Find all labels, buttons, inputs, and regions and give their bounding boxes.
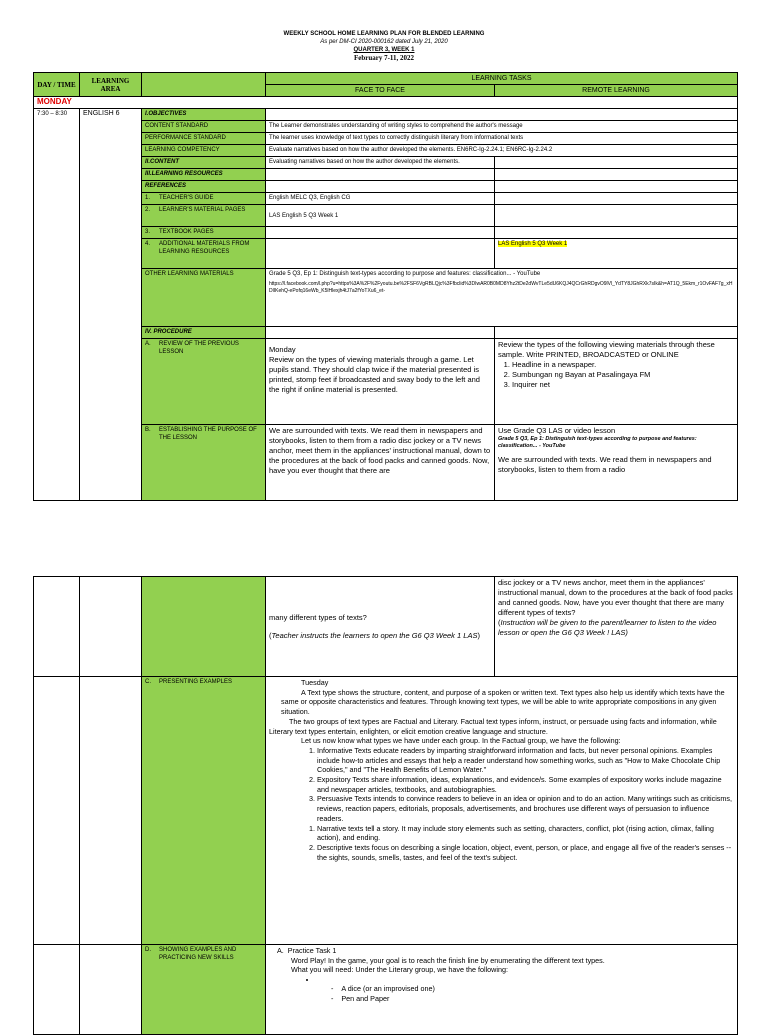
purpose-f2f: We are surrounded with texts. We read them in newspapers and storybooks, listen to them from a radio disc jockey or a TV news anchor, meet them in the appliances' instructional manual, down to the procedures at the back of food packs and canned goods. Now, have you ever thought that there are — [266, 425, 495, 501]
subject-cell — [80, 109, 142, 501]
content-remote — [495, 157, 738, 169]
video-title: Grade 5 Q3, Ep 1: Distinguish text-types according to purpose and features: classification... - YouTube — [269, 271, 541, 277]
day-time-header: DAY / TIME — [34, 73, 80, 97]
ref-2-num: 2. — [145, 207, 151, 213]
ref-2-label: LEARNER'S MATERIAL PAGES — [159, 207, 246, 213]
references-label: REFERENCES — [142, 181, 266, 193]
plan-table-page1 — [33, 72, 738, 501]
showing-num: D. — [145, 947, 151, 953]
showing-label-cell — [142, 945, 266, 1035]
performance-standard-label: PERFORMANCE STANDARD — [142, 133, 266, 145]
teacher-note-cell: (Teacher instructs the learners to open the G6 Q3 Week 1 LAS) — [269, 630, 480, 640]
quarter-week: QUARTER 3, WEEK 1 — [353, 47, 415, 53]
task-p1: Word Play! In the game, your goal is to reach the finish line by enumerating the different text types. — [291, 955, 605, 965]
task-p2: What you will need: Under the Literary group, we have the following: — [291, 965, 508, 974]
factual-item: 3. Persuasive Texts intends to convince readers to believe in an idea or opinion and to do an action. Many writings such as criticisms, reviews, reaction papers, editorials, proposals, advertisements, and brochures use different ways of persuasion to influence readers. — [317, 794, 734, 823]
remote-learning-header: REMOTE LEARNING — [495, 85, 738, 97]
remote-note: Instruction will be given to the parent/learner to listen to the video lesson or open the G6 Q3 Week ! LAS) — [498, 618, 717, 637]
review-remote-list — [498, 360, 734, 390]
showing-content — [266, 945, 738, 1035]
need-1-cell: - A dice (or an improvised one) — [331, 984, 435, 993]
time-cont-2 — [34, 677, 80, 945]
factual-list — [269, 746, 734, 824]
references-remote — [495, 181, 738, 193]
review-remote-text: Review the types of the following viewing materials through these sample. Write PRINTED, BROADCASTED or ONLINE — [498, 340, 715, 359]
need-2-cell: - Pen and Paper — [331, 993, 390, 1003]
review-f2f-text: Review on the types of viewing materials through a game. Let pupils stand. They should clap twice if the material presented is printed, stomp feet if broadcasted and sway body to the left and the right if online material is presented. — [269, 355, 480, 394]
subject-cont — [80, 577, 142, 677]
presenting-num: C. — [145, 679, 151, 685]
presenting-day: Tuesday — [301, 678, 329, 687]
purpose-label: ESTABLISHING THE PURPOSE OF THE LESSON — [159, 427, 257, 441]
procedure-remote — [495, 327, 738, 339]
ref-2-label-cell — [142, 205, 266, 227]
content-value: Evaluating narratives based on how the author developed the elements. — [266, 157, 495, 169]
ref-4-value — [266, 239, 495, 269]
factual-item: 1. Informative Texts educate readers by imparting straightforward information and facts, but never personal opinions. Examples include how-to articles and essays that help a reader understand how something works, such as "How to Make Chocolate Chip Cookies," and "The Health Benefits of Lemon Water." — [317, 746, 734, 775]
resources-f2f — [266, 169, 495, 181]
showing-label: SHOWING EXAMPLES AND PRACTICING NEW SKILLS — [159, 947, 237, 961]
review-remote — [495, 339, 738, 425]
learning-competency-value: Evaluate narratives based on how the author developed the elements. EN6RC-Ig-2.24.1; EN6RC-Ig-2.24.2 — [266, 145, 738, 157]
plan-title: WEEKLY SCHOOL HOME LEARNING PLAN FOR BLENDED LEARNING — [283, 31, 485, 37]
purpose-remote-cont-text: disc jockey or a TV news anchor, meet them in the appliances' instructional manual, down to the procedures at the back of food packs and canned goods. Now, have you ever thought that there are many different types of texts? — [498, 578, 733, 617]
objectives-label: I.OBJECTIVES — [142, 109, 266, 121]
presenting-p2: The two groups of text types are Factual and Literary. Factual text types inform, instruct, or persuade using facts and information, while Literary text types entertain, enlighten, or elicit emotion creative language and structure. — [269, 716, 717, 736]
need-1: A dice (or an improvised one) — [341, 984, 435, 993]
need-2: Pen and Paper — [341, 993, 390, 1003]
presenting-label-cell — [142, 677, 266, 945]
day-label: MONDAY — [34, 97, 738, 109]
content-standard-label: CONTENT STANDARD — [142, 121, 266, 133]
remote-note-cell: (Instruction will be given to the parent/learner to listen to the video lesson or open the G6 Q3 Week ! LAS) — [498, 618, 717, 637]
learning-area-header: LEARNING AREA — [80, 73, 142, 97]
purpose-f2f-cont — [266, 577, 495, 677]
ref-1-value: English MELC Q3, English CG — [266, 193, 495, 205]
purpose-remote-cont — [495, 577, 738, 677]
performance-standard-value: The learner uses knowledge of text types to correctly distinguish literary from informational texts — [266, 133, 738, 145]
learning-competency-label: LEARNING COMPETENCY — [142, 145, 266, 157]
purpose-num: B. — [145, 427, 151, 433]
ref-4-label-cell — [142, 239, 266, 269]
review-remote-item: 1. Headline in a newspaper. — [512, 360, 734, 370]
other-materials-value — [266, 269, 738, 327]
plan-header — [0, 30, 768, 62]
ref-4-num: 4. — [145, 241, 151, 247]
task-title-cell: A. Practice Task 1 — [277, 946, 337, 955]
video-link[interactable]: https://l.facebook.com/l.php?u=https%3A%2F%2Fyoutu.be%2FSF6VgRBLQjc%3Ffbclid%3DIwAR0B0MD8Yhz2tDe2dWvTLe5dU6KQJ4QCrGhRDgvO9lVl_YdTY8JGhRXk7sIk&h=AT1Q_5Ekm_r1OvFAF7g_xHDlIKehQ-ePofq16eWb_K5lHlexjh4tJ7a2fYoTXu6_et- — [269, 281, 733, 294]
purpose-remote-title: Use Grade Q3 LAS or video lesson — [498, 426, 616, 435]
memo-reference: As per DM-CI 2020-000162 dated July 21, 2020 — [320, 39, 448, 45]
time-cell — [34, 109, 80, 501]
subject-cont-2 — [80, 677, 142, 945]
content-label: II.CONTENT — [142, 157, 266, 169]
ref-1-num: 1. — [145, 195, 151, 201]
plan-table-page2 — [33, 576, 738, 1035]
ref-3-value — [266, 227, 495, 239]
review-remote-item: 2. Sumbungan ng Bayan at Pasalingaya FM — [512, 370, 734, 380]
ref-3-num: 3. — [145, 229, 151, 235]
presenting-p1: A Text type shows the structure, content, and purpose of a spoken or written text. Text types also help us identify which texts have the same or opposite characteristics and features. Through knowing text types, we will be able to write appropriate compositions in any given situation. — [281, 687, 725, 717]
teacher-note: Teacher instructs the learners to open the G6 Q3 Week 1 LAS — [271, 630, 478, 640]
ref-4-remote: LAS English 5 Q3 Week 1 — [498, 241, 568, 247]
subject-cont-3 — [80, 945, 142, 1035]
ref-1-remote — [495, 193, 738, 205]
purpose-remote-text: We are surrounded with texts. We read them in newspapers and storybooks, listen to them from a radio — [498, 455, 712, 474]
literary-item: 1. Narrative texts tell a story. It may include story elements such as setting, characters, conflict, plot (rising action, climax, falling action), and ending. — [317, 824, 734, 843]
face-to-face-header: FACE TO FACE — [266, 85, 495, 97]
ref-1-label-cell — [142, 193, 266, 205]
review-remote-item: 3. Inquirer net — [512, 380, 734, 390]
header-blank — [142, 73, 266, 97]
time-cont-3 — [34, 945, 80, 1035]
ref-4-label: ADDITIONAL MATERIALS FROM LEARNING RESOURCES — [159, 241, 250, 255]
procedure-label: IV. PROCEDURE — [142, 327, 266, 339]
procedure-f2f — [266, 327, 495, 339]
time-cont — [34, 577, 80, 677]
ref-3-remote — [495, 227, 738, 239]
task-title: Practice Task 1 — [287, 946, 337, 955]
ref-4-remote-cell — [495, 239, 738, 269]
time-value: 7:30 – 8:30 — [37, 111, 68, 117]
purpose-f2f-cont-text: many different types of texts? — [269, 612, 367, 622]
review-label-cell — [142, 339, 266, 425]
learning-tasks-header: LEARNING TASKS — [266, 73, 738, 85]
ref-1-label: TEACHER'S GUIDE — [159, 195, 214, 201]
resources-remote — [495, 169, 738, 181]
resources-label: III.LEARNING RESOURCES — [142, 169, 266, 181]
bullet-item — [317, 975, 734, 985]
presenting-content — [266, 677, 738, 945]
references-f2f — [266, 181, 495, 193]
factual-item: 2. Expository Texts share information, ideas, explanations, and evidence/s. Some examples of expository works include magazine and newspaper articles, textbooks, and autobiographies. — [317, 775, 734, 794]
subject-value: ENGLISH 6 — [83, 110, 120, 117]
review-num: A. — [145, 341, 151, 347]
presenting-p3: Let us now know what types we have under each group. In the Factual group, we have the following: — [301, 736, 621, 746]
objectives-value — [266, 109, 738, 121]
purpose-remote — [495, 425, 738, 501]
presenting-label: PRESENTING EXAMPLES — [159, 679, 233, 685]
plan-date: February 7-11, 2022 — [353, 54, 415, 62]
ref-3-label-cell — [142, 227, 266, 239]
other-materials-label: OTHER LEARNING MATERIALS — [142, 269, 266, 327]
purpose-label-cont — [142, 577, 266, 677]
literary-item: 2. Descriptive texts focus on describing a single location, object, event, person, or place, and engage all five of the reader's senses -- the sights, sounds, smells, tastes, and feel of the text's subject. — [317, 843, 734, 862]
ref-2-value: LAS English 5 Q3 Week 1 — [266, 205, 495, 227]
literary-list — [269, 824, 734, 863]
review-label: REVIEW OF THE PREVIOUS LESSON — [159, 341, 239, 355]
ref-2-remote — [495, 205, 738, 227]
purpose-label-cell — [142, 425, 266, 501]
review-f2f — [266, 339, 495, 425]
ref-3-label: TEXTBOOK PAGES — [159, 229, 214, 235]
needs-bullet — [269, 975, 734, 985]
purpose-remote-video: Grade 5 Q3, Ep 1: Distinguish text-types according to purpose and features: classification... - YouTube — [498, 436, 697, 449]
content-standard-value: The Learner demonstrates understanding of writing styles to comprehend the author's message — [266, 121, 738, 133]
review-day: Monday — [269, 345, 296, 354]
